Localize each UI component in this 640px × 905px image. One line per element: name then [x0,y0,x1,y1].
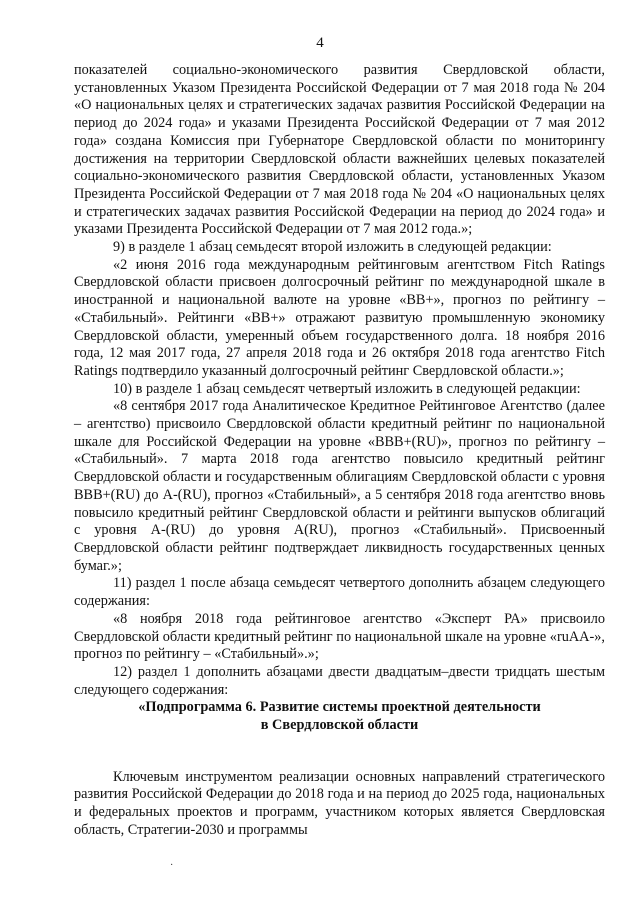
paragraph-expert-ra-rating: «8 ноября 2018 года рейтинговое агентство «Эксперт РА» присвоило Свердловской области кредитный рейтинг по национальной шкале на уровне «ruAA-», прогноз по рейтингу – «Стабильный».»; [74,610,605,663]
scan-mark: · [170,860,174,871]
paragraph-key-instrument: Ключевым инструментом реализации основных направлений стратегического развития Российской Федерации до 2018 года и на период до 2025 года, национальных и федеральных проектов и программ, участником которых является Свердловская область, Стратегии-2030 и программы [74,768,605,838]
section-spacer [74,735,605,769]
document-body [74,62,605,840]
paragraph-item-10: 10) в разделе 1 абзац семьдесят четвертый изложить в следующей редакции: [113,380,581,397]
subprogram-heading-line-2: в Свердловской области [260,717,419,734]
page-number: 4 [316,35,324,51]
paragraph-item-12: 12) раздел 1 дополнить абзацами двести двадцатым–двести тридцать шестым следующего содержания: [74,663,605,698]
paragraph-continuation: показателей социально-экономического развития Свердловской области, установленных Указом Президента Российской Федерации от 7 мая 2018 года № 204 «О национальных целях и стратегических задачах развития Российской Федерации на период до 2024 года» и указами Президента Российской Федерации от 7 мая 2012 года» создана Комиссия при Губернаторе Свердловской области по мониторингу достижения на территории Свердловской области важнейших целевых показателей социально-экономического развития Свердловской области, установленных Указом Президента Российской Федерации от 7 мая 2018 года № 204 «О национальных целях и стратегических задачах развития Российской Федерации на период до 2024 года» и указами Президента Российской Федерации от 7 мая 2012 года.»; [74,62,605,238]
paragraph-item-11: 11) раздел 1 после абзаца семьдесят четвертого дополнить абзацем следующего содержания: [74,575,605,610]
paragraph-akra-rating: «8 сентября 2017 года Аналитическое Кредитное Рейтинговое Агентство (далее – агентство) присвоило Свердловской области кредитный рейтинг по национальной шкале для Российской Федерации на уровне «BBB+(RU)», прогноз по рейтингу – «Стабильный». 7 марта 2018 года агентство повысило кредитный рейтинг Свердловской области и государственным облигациям Свердловской области с уровня BBB+(RU) до A-(RU), прогноз «Стабильный», а 5 сентября 2018 года агентство вновь повысило кредитный рейтинг Свердловской области и рейтинги выпусков облигаций с уровня A-(RU) до уровня A(RU), прогноз «Стабильный». Присвоенный Свердловской области рейтинг подтверждает ликвидность государственных ценных бумаг.»; [74,398,605,574]
subprogram-heading-line-1: «Подпрограмма 6. Развитие системы проектной деятельности [138,699,541,716]
paragraph-item-9: 9) в разделе 1 абзац семьдесят второй изложить в следующей редакции: [113,239,552,256]
paragraph-fitch-rating: «2 июня 2016 года международным рейтинговым агентством Fitch Ratings Свердловской области присвоен долгосрочный рейтинг по международной шкале в иностранной и национальной валюте на уровне «BB+», прогноз по рейтингу – «Стабильный». Рейтинги «BB+» отражают развитую промышленную экономику Свердловской области, умеренный объем государственного долга. 18 ноября 2016 года, 12 мая 2017 года, 27 апреля 2018 года и 26 октября 2018 года агентство Fitch Ratings подтвердило указанный долгосрочный рейтинг Свердловской области.»; [74,256,605,379]
